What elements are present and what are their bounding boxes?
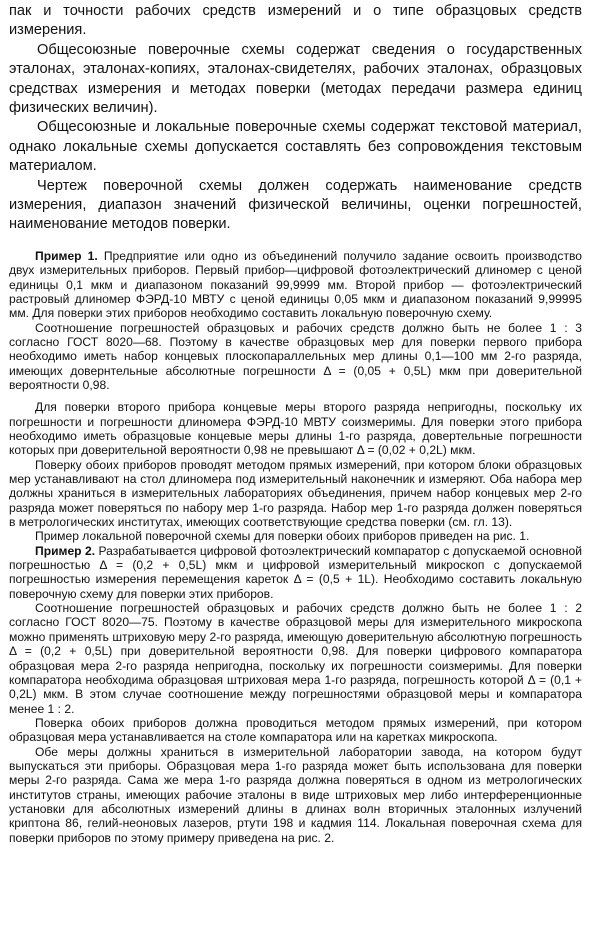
example-text: Поверка обоих приборов должна проводиться методом прямых измерений, при котором образцовая мера устанавливается на столе компаратора или на каретках микроскопа. [9,715,582,745]
example-paragraph [9,458,582,530]
intro-paragraph: пак и точности рабочих средств измерений и о типе образцовых средств измерения. [9,3,582,39]
example-text: Соотношение погрешностей образцовых и рабочих средств должно быть не более 1 : 3 согласно ГОСТ 8020—68. Поэтому в качестве образцовых мер для поверки первого прибора необходимо иметь набор концевых плоскопараллельных мер длины 0,1—100 мм 2-го разряда, имеющих довернтельные абсолютные погрешности Δ = (0,05 + 0,5L) мкм при доверительной вероятности 0,98. [9,320,582,392]
example-text: Обе меры должны храниться в измерительной лаборатории завода, на котором будут выпускаться эти приборы. Образцовая мера 1-го разряда может быть использована для поверки меры 2-го разряда. Сама же мера 1-го разряда должна поверяться в одном из метрологических институтов страны, имеющих рабочие эталоны в виде штриховых мер либо интерференционные установки для абсолютных измерений длины в длинах волн вторичных эталонных излучений криптона 86, гелий-неоновых лазеров, ртути 198 и кадмия 114. Локальная поверочная схема для поверки приборов по этому примеру приведена на рис. 2. [9,744,582,845]
intro-paragraph: Общесоюзные и локальные поверочные схемы содержат текстовой материал, однако локальные схемы допускается составлять без сопровождения текстовым материалом. [9,119,582,175]
intro-paragraph: Общесоюзные поверочные схемы содержат сведения о государственных эталонах, эталонах-копиях, эталонах-свидетелях, рабочих эталонах, образцовых средствах измерения и методах поверки (методах передачи размера единиц физических величин). [9,41,582,117]
example-heading: Пример 1. [35,248,98,263]
example-paragraph [9,601,582,716]
example-paragraph [9,544,582,601]
intro-paragraph: Чертеж поверочной схемы должен содержать наименование средств измерения, диапазон значений физической величины, оценки погрешностей, наименование методов поверки. [9,177,582,233]
example-text: Пример локальной поверочной схемы для поверки обоих приборов приведен на рис. 1. [35,529,530,544]
example-paragraph [9,249,582,321]
examples-section [9,249,582,845]
intro-section [9,2,582,235]
example-text: Разрабатывается цифровой фотоэлектрический компаратор с допускаемой основной погрешностью Δ = (0,2 + 0,5L) мкм и цифровой измерительный микроскоп с допускаемой погрешностью измерения перемещения кареток Δ = (0,5 + 1L). Необходимо составить локальную поверочную схему для поверки этих приборов. [9,543,582,601]
example-heading: Пример 2. [35,543,96,558]
example-paragraph [9,716,582,745]
example-paragraph [9,321,582,393]
example-paragraph [9,400,582,457]
example-text: Поверку обоих приборов проводят методом прямых измерений, при котором блоки образцовых мер устанавливают на стол длиномера под измерительный наконечник и измеряют. Оба набора мер должны храниться в измерительных лабораториях объединения, причем набор концевых мер 2-го разряда может поверяться по набору мер 1-го разряда. Набор мер 1-го разряда должен поверяться в метрологических институтах, имеющих соответствующие средства поверки (см. гл. 13). [9,457,582,530]
example-text: Соотношение погрешностей образцовых и рабочих средств должно быть не более 1 : 2 согласно ГОСТ 8020—75. Поэтому в качестве образцовой меры для измерительного микроскопа можно применять штриховую меру 2-го разряда, имеющую доверительную абсолютную погрешность Δ = (0,2 + 0,5L) при доверительной вероятности 0,98. Для поверки цифрового компаратора образцовая мера 2-го разряда непригодна, поскольку их погрешности соизмеримы. Для поверки компаратора необходима образцовая штриховая мера 1-го разряда, погрешность которой Δ = (0,1 + 0,2L) мкм. В этом случае соотношение между погрешностями образцовой меры и компаратора менее 1 : 2. [9,601,582,716]
example-paragraph [9,745,582,845]
example-text: Предприятие или одно из объединений получило задание освоить производство двух измерительных приборов. Первый прибор—цифровой фотоэлектрический длиномер с ценой единицы 0,1 мкм и диапазоном показаний 99,9999 мм. Второй прибор — фотоэлектрический растровый длиномер ФЭРД-10 МВТУ с ценой единицы 0,05 мкм и диапазоном показаний 9,99995 мм. Для поверки этих приборов необходимо составить локальную поверочную схему. [9,248,582,321]
example-paragraph [9,529,582,543]
example-text: Для поверки второго прибора концевые меры второго разряда непригодны, поскольку их погрешности и погрешности длиномера ФЭРД-10 МВТУ соизмеримы. Для поверки этого прибора необходимо иметь образцовые концевые меры длины 1-го разряда, довертельные погрешности которых при доверительной вероятности 0,98 не превышают Δ = (0,02 + 0,2L) мкм. [9,400,582,458]
